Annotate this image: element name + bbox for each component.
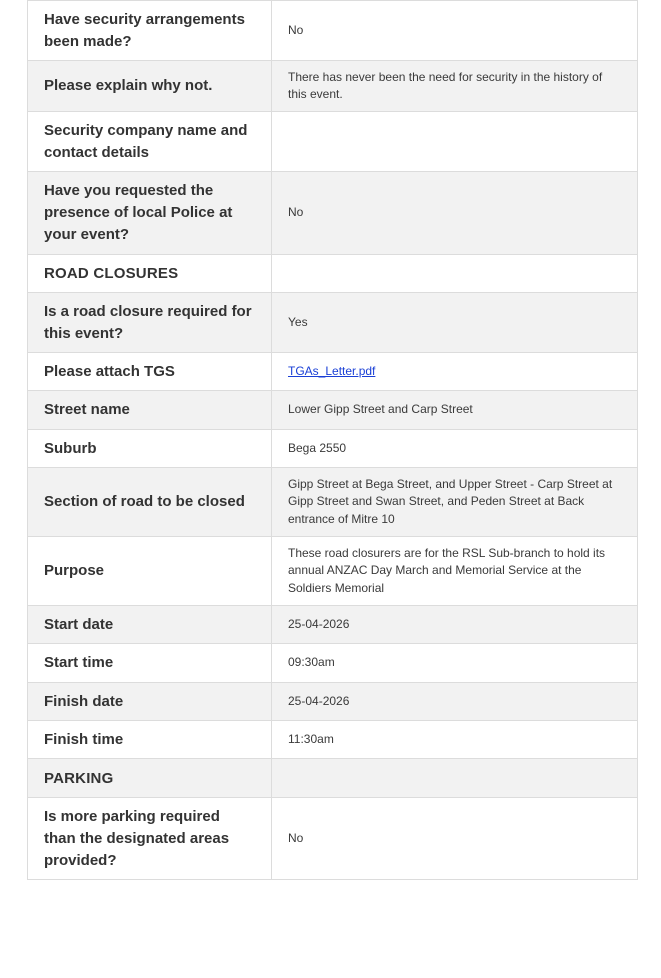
field-label: Finish date bbox=[28, 683, 272, 721]
table-row bbox=[28, 1, 638, 61]
event-application-table bbox=[27, 0, 638, 880]
field-label: Street name bbox=[28, 391, 272, 430]
section-heading-parking: PARKING bbox=[28, 759, 272, 798]
empty-cell bbox=[272, 255, 638, 293]
table-row bbox=[28, 468, 638, 537]
field-value: Bega 2550 bbox=[272, 430, 638, 468]
field-label: Suburb bbox=[28, 430, 272, 468]
table-row bbox=[28, 644, 638, 683]
table-row bbox=[28, 391, 638, 430]
table-row bbox=[28, 112, 638, 172]
field-label: Is more parking required than the designated areas provided? bbox=[28, 798, 272, 880]
field-label: Purpose bbox=[28, 537, 272, 606]
field-value: 09:30am bbox=[272, 644, 638, 683]
field-value: Lower Gipp Street and Carp Street bbox=[272, 391, 638, 430]
field-value bbox=[272, 112, 638, 172]
table-row bbox=[28, 683, 638, 721]
table-row bbox=[28, 721, 638, 759]
field-value: There has never been the need for security in the history of this event. bbox=[272, 61, 638, 112]
field-value: No bbox=[272, 1, 638, 61]
table-row bbox=[28, 61, 638, 112]
table-row bbox=[28, 353, 638, 391]
field-label: Have security arrangements been made? bbox=[28, 1, 272, 61]
field-value: 11:30am bbox=[272, 721, 638, 759]
table-row bbox=[28, 293, 638, 353]
table-row bbox=[28, 537, 638, 606]
field-label: Finish time bbox=[28, 721, 272, 759]
table-row bbox=[28, 172, 638, 255]
field-value: 25-04-2026 bbox=[272, 683, 638, 721]
tgs-attachment-link[interactable]: TGAs_Letter.pdf bbox=[288, 363, 376, 378]
empty-cell bbox=[272, 759, 638, 798]
field-label: Start date bbox=[28, 606, 272, 644]
field-value: 25-04-2026 bbox=[272, 606, 638, 644]
table-row bbox=[28, 430, 638, 468]
field-value: No bbox=[272, 172, 638, 255]
field-value: Yes bbox=[272, 293, 638, 353]
field-label: Start time bbox=[28, 644, 272, 683]
field-value bbox=[272, 353, 638, 391]
field-label: Please attach TGS bbox=[28, 353, 272, 391]
field-value: These road closurers are for the RSL Sub-branch to hold its annual ANZAC Day March and Memorial Service at the Soldiers Memorial bbox=[272, 537, 638, 606]
field-label: Security company name and contact details bbox=[28, 112, 272, 172]
field-label: Section of road to be closed bbox=[28, 468, 272, 537]
table-row bbox=[28, 798, 638, 880]
section-heading-road-closures: ROAD CLOSURES bbox=[28, 255, 272, 293]
field-value: No bbox=[272, 798, 638, 880]
field-label: Please explain why not. bbox=[28, 61, 272, 112]
table-row bbox=[28, 606, 638, 644]
field-label: Have you requested the presence of local Police at your event? bbox=[28, 172, 272, 255]
field-label: Is a road closure required for this event? bbox=[28, 293, 272, 353]
field-value: Gipp Street at Bega Street, and Upper Street - Carp Street at Gipp Street and Swan Street, and Peden Street at Back entrance of Mitre 10 bbox=[272, 468, 638, 537]
section-header-row bbox=[28, 759, 638, 798]
section-header-row bbox=[28, 255, 638, 293]
